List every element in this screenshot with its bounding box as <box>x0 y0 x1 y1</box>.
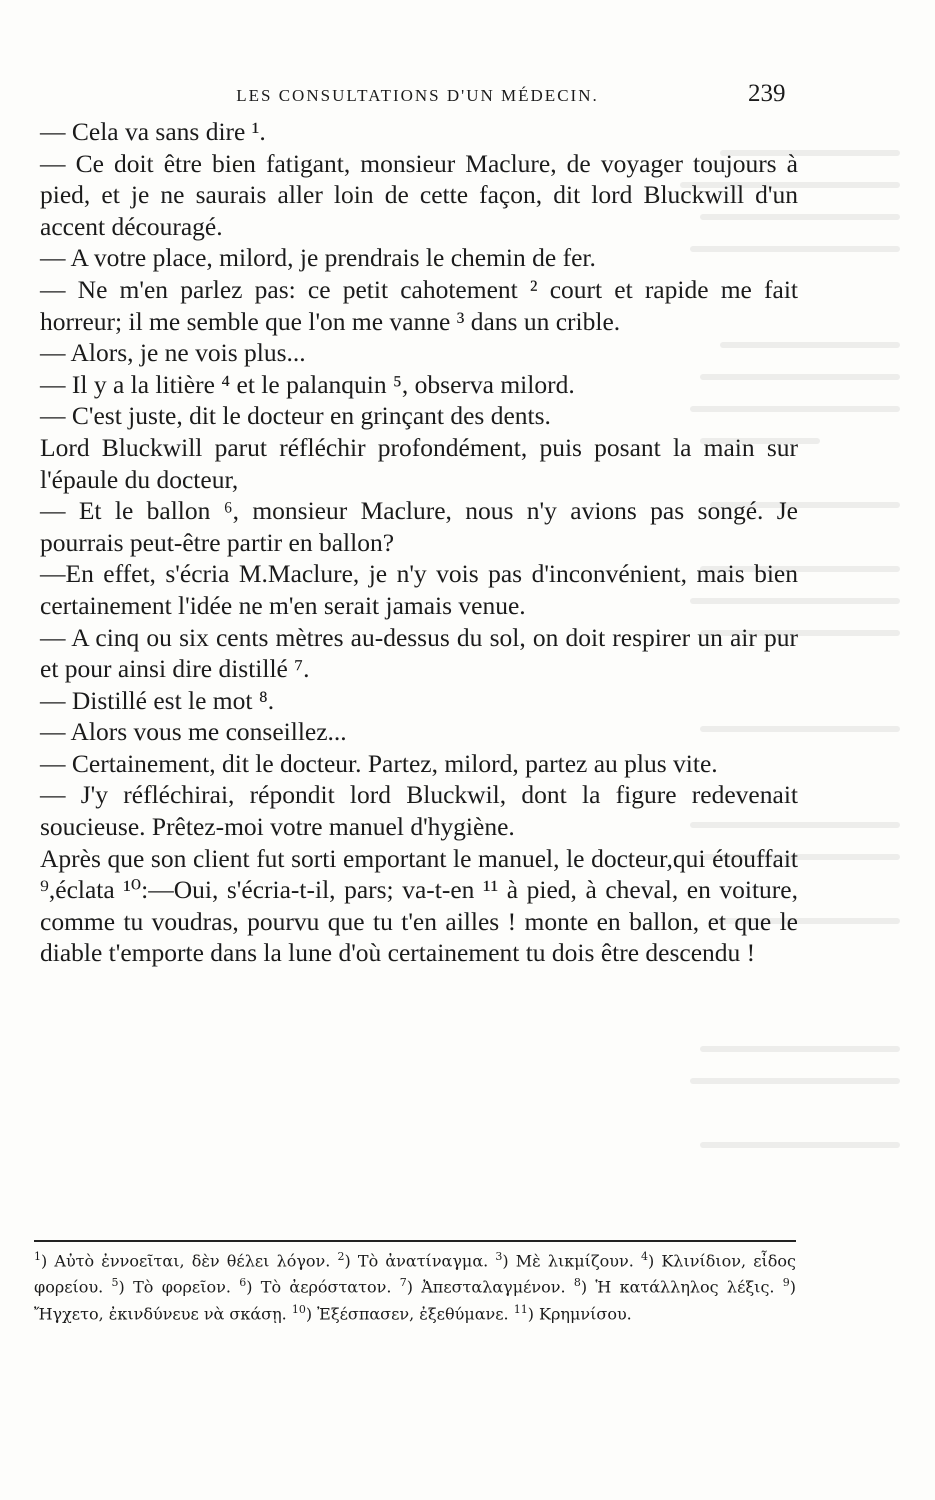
paragraph: — J'y réfléchirai, répondit lord Bluckwil, dont la figure redevenait soucieuse. Prêtez-moi votre manuel d'hygiène. <box>40 780 798 842</box>
footnote-text: Ἐξέσπασεν, ἐξεθύμανε. <box>317 1303 509 1323</box>
footnote-marker: 3 <box>495 1250 503 1263</box>
footnote-marker: 6 <box>239 1276 247 1290</box>
footnote-text: Μὲ λικμίζουν. <box>515 1251 634 1271</box>
paragraph: —En effet, s'écria M.Maclure, je n'y vois pas d'inconvénient, mais bien certainement l'idée ne m'en serait jamais venue. <box>40 559 798 620</box>
footnote-marker: 10 <box>291 1302 306 1316</box>
page-header <box>40 86 795 116</box>
footnote-marker: 9 <box>782 1276 790 1290</box>
footnote-text: Ἤγχετο, ἐκινδύνευε νὰ σκάσῃ. <box>34 1303 287 1323</box>
footnote-text: Τὸ φορεῖον. <box>133 1277 231 1297</box>
paragraph: — A cinq ou six cents mètres au-dessus du sol, on doit respirer un air pur et pour ainsi dire distillé ⁷. <box>40 622 798 684</box>
footnote-text: Τὸ ἀνατίναγμα. <box>357 1251 489 1271</box>
footnote-marker: 5 <box>111 1276 119 1290</box>
paragraph: — Ne m'en parlez pas: ce petit cahotement ² court et rapide me fait horreur; il me semble que l'on me vanne ³ dans un crible. <box>40 274 798 336</box>
paragraph: — Alors, je ne vois plus... <box>40 338 306 368</box>
footnote-text: Ἀπεσταλαγμένον. <box>421 1277 566 1297</box>
footnote-text: Αὐτὸ ἐννοεῖται, δὲν θέλει λόγον. <box>54 1251 331 1271</box>
footnote-divider <box>34 1240 796 1242</box>
running-title: LES CONSULTATIONS D'UN MÉDECIN. <box>236 86 599 105</box>
footnotes <box>34 1246 796 1325</box>
paragraph: Après que son client fut sorti emportant le manuel, le docteur,qui étouffait ⁹,éclata ¹⁰:—Oui, s'écria-t-il, pars; va-t-en ¹¹ à pied, à cheval, en voiture, comme tu voudras, pourvu que tu t'en ailles ! monte en ballon, et que le diable t'emporte dans la lune d'où certainement tu dois être descendu ! <box>40 843 798 968</box>
footnote-marker: 8 <box>573 1276 581 1290</box>
footnote-marker: 2 <box>337 1250 345 1263</box>
footnote-marker: 11 <box>513 1302 528 1316</box>
paragraph: — Alors vous me conseillez... <box>40 717 347 747</box>
paragraph: Lord Bluckwill parut réfléchir profondément, puis posant la main sur l'épaule du docteur, <box>40 432 798 494</box>
paragraph: — C'est juste, dit le docteur en grinçant des dents. <box>40 401 551 431</box>
footnote-text: Κλινίδιον, εἶδος φορείου. <box>34 1251 796 1297</box>
footnote-block: $^1$) Αὐτὸ ἐννοεῖται, δὲν θέλει λόγον. $^2$) Τὸ ἀνατίναγμα. $^3$) Μὲ λικμίζουν. $^4$) Κλινίδιον, εἶδος φορείου. $^5$) Τὸ φορεῖον. $^6$) Τὸ ἀερόστατον. $^7$) Ἀπεσταλαγμένον. $^8$) Ἡ κατάλληλος λέξις. $^9$) Ἤγχετο, ἐκινδύνευε νὰ σκάσῃ. $^{10}$) Ἐξέσπασεν, ἐξεθύμανε. $^{11}$) Κρημνίσου. <box>34 1250 797 1323</box>
paragraph: — Cela va sans dire ¹. <box>40 117 266 146</box>
paragraph: — Ce doit être bien fatigant, monsieur Maclure, de voyager toujours à pied, et je ne saurais aller loin de cette façon, dit lord Bluckwill d'un accent découragé. <box>40 148 798 241</box>
body-text <box>40 116 798 969</box>
footnote-text: Τὸ ἀερόστατον. <box>260 1277 392 1297</box>
footnote-marker: 4 <box>640 1250 648 1263</box>
footnote-marker: 1 <box>34 1250 41 1263</box>
footnote-text: Κρημνίσου. <box>539 1303 632 1323</box>
paragraph: — Certainement, dit le docteur. Partez, milord, partez au plus vite. <box>40 748 718 778</box>
paragraph: — Distillé est le mot ⁸. <box>40 685 275 715</box>
footnote-text: Ἡ κατάλληλος λέξις. <box>595 1277 775 1297</box>
paragraph: — Et le ballon ⁶, monsieur Maclure, nous n'y avions pas songé. Je pourrais peut-être partir en ballon? <box>40 496 798 557</box>
footnote-marker: 7 <box>399 1276 407 1290</box>
page-number: 239 <box>748 80 786 107</box>
paragraph: — Il y a la litière ⁴ et le palanquin ⁵, observa milord. <box>40 369 575 399</box>
paragraph: — A votre place, milord, je prendrais le chemin de fer. <box>40 243 596 273</box>
